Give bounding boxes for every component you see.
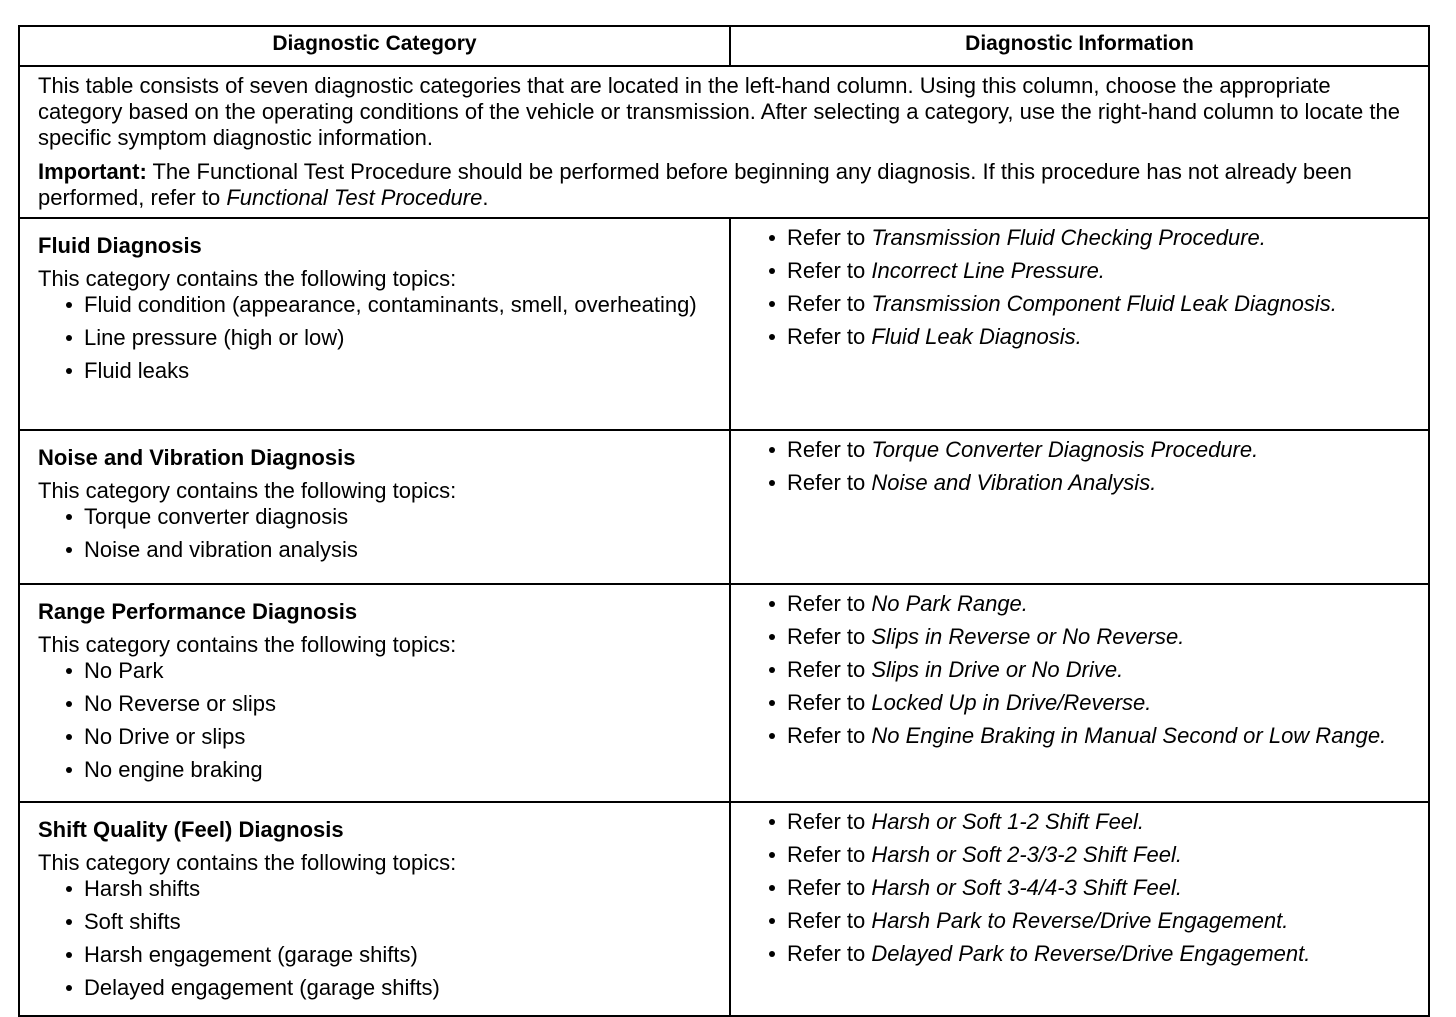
info-cell [730, 430, 1429, 584]
reference-list [767, 591, 1414, 749]
topic-list [64, 658, 715, 783]
reference-list [767, 225, 1414, 350]
reference-list [767, 437, 1414, 496]
reference-item [767, 941, 1414, 967]
topic-list [64, 292, 715, 384]
functional-test-procedure-link[interactable]: Functional Test Procedure [226, 185, 483, 210]
reference-item [767, 809, 1414, 835]
topic-item: Harsh engagement (garage shifts) [64, 942, 715, 968]
refer-prefix: Refer to [787, 657, 872, 682]
important-note [38, 159, 1408, 211]
topic-item: No Drive or slips [64, 724, 715, 750]
refer-prefix: Refer to [787, 690, 872, 715]
refer-prefix: Refer to [787, 941, 872, 966]
topic-item: Fluid condition (appearance, contaminants, smell, overheating) [64, 292, 715, 318]
reference-item [767, 842, 1414, 868]
topic-item: No Reverse or slips [64, 691, 715, 717]
reference-item [767, 324, 1414, 350]
category-cell [19, 802, 730, 1016]
topic-item: Torque converter diagnosis [64, 504, 715, 530]
reference-item [767, 437, 1414, 463]
info-cell [730, 802, 1429, 1016]
reference-link[interactable]: Locked Up in Drive/Reverse. [871, 690, 1152, 715]
category-title: Fluid Diagnosis [38, 233, 202, 258]
category-description: This category contains the following topics: [38, 478, 457, 503]
category-cell [19, 584, 730, 802]
topic-list [64, 504, 715, 563]
reference-link[interactable]: Slips in Drive or No Drive. [871, 657, 1124, 682]
reference-item [767, 258, 1414, 284]
category-row-shift [19, 802, 1429, 1016]
reference-item [767, 591, 1414, 617]
intro-text: This table consists of seven diagnostic categories that are located in the left-hand column. Using this column, choose the appropriate category based on the operating conditions of the vehicle or transmission. After selecting a category, use the right-hand column to locate the specific symptom diagnostic information. [38, 73, 1400, 150]
topic-item: No engine braking [64, 757, 715, 783]
reference-list [767, 809, 1414, 967]
important-label: Important: [38, 159, 147, 184]
intro-row [19, 66, 1429, 218]
diagnostic-table [18, 25, 1430, 1017]
refer-prefix: Refer to [787, 875, 872, 900]
topic-item: No Park [64, 658, 715, 684]
reference-link[interactable]: Fluid Leak Diagnosis. [871, 324, 1082, 349]
reference-link[interactable]: Noise and Vibration Analysis. [871, 470, 1157, 495]
refer-prefix: Refer to [787, 225, 872, 250]
reference-link[interactable]: Harsh or Soft 1-2 Shift Feel. [871, 809, 1145, 834]
refer-prefix: Refer to [787, 842, 872, 867]
category-title: Noise and Vibration Diagnosis [38, 445, 356, 470]
header-row [19, 26, 1429, 66]
reference-link[interactable]: Slips in Reverse or No Reverse. [871, 624, 1185, 649]
category-title: Shift Quality (Feel) Diagnosis [38, 817, 344, 842]
category-row-fluid [19, 218, 1429, 430]
reference-item [767, 657, 1414, 683]
category-description: This category contains the following topics: [38, 266, 457, 291]
refer-prefix: Refer to [787, 291, 872, 316]
reference-link[interactable]: Delayed Park to Reverse/Drive Engagement. [871, 941, 1311, 966]
reference-item [767, 908, 1414, 934]
reference-link[interactable]: Incorrect Line Pressure. [871, 258, 1105, 283]
refer-prefix: Refer to [787, 624, 872, 649]
reference-item [767, 624, 1414, 650]
important-text: The Functional Test Procedure should be performed before beginning any diagnosis. If this procedure has not already been performed, refer to [38, 159, 1352, 210]
reference-link[interactable]: Torque Converter Diagnosis Procedure. [871, 437, 1259, 462]
topic-item: Noise and vibration analysis [64, 537, 715, 563]
category-cell [19, 218, 730, 430]
reference-item [767, 225, 1414, 251]
refer-prefix: Refer to [787, 908, 872, 933]
refer-prefix: Refer to [787, 591, 872, 616]
header-diagnostic-category: Diagnostic Category [19, 26, 730, 66]
category-row-range [19, 584, 1429, 802]
category-row-noise [19, 430, 1429, 584]
header-diagnostic-information: Diagnostic Information [730, 26, 1429, 66]
refer-prefix: Refer to [787, 809, 872, 834]
topic-item: Fluid leaks [64, 358, 715, 384]
reference-item [767, 723, 1414, 749]
reference-link[interactable]: Harsh Park to Reverse/Drive Engagement. [871, 908, 1289, 933]
refer-prefix: Refer to [787, 324, 872, 349]
reference-link[interactable]: Transmission Component Fluid Leak Diagnosis. [871, 291, 1337, 316]
topic-list [64, 876, 715, 1001]
topic-item: Line pressure (high or low) [64, 325, 715, 351]
reference-item [767, 875, 1414, 901]
category-description: This category contains the following topics: [38, 632, 457, 657]
category-description: This category contains the following topics: [38, 850, 457, 875]
reference-link[interactable]: Transmission Fluid Checking Procedure. [871, 225, 1266, 250]
refer-prefix: Refer to [787, 258, 872, 283]
category-cell [19, 430, 730, 584]
reference-item [767, 470, 1414, 496]
refer-prefix: Refer to [787, 723, 872, 748]
important-end: . [482, 185, 489, 210]
refer-prefix: Refer to [787, 437, 872, 462]
reference-item [767, 690, 1414, 716]
reference-link[interactable]: Harsh or Soft 3-4/4-3 Shift Feel. [871, 875, 1182, 900]
intro-cell [19, 66, 1429, 218]
topic-item: Harsh shifts [64, 876, 715, 902]
topic-item: Soft shifts [64, 909, 715, 935]
reference-link[interactable]: No Park Range. [871, 591, 1028, 616]
info-cell [730, 584, 1429, 802]
topic-item: Delayed engagement (garage shifts) [64, 975, 715, 1001]
info-cell [730, 218, 1429, 430]
reference-link[interactable]: Harsh or Soft 2-3/3-2 Shift Feel. [871, 842, 1182, 867]
refer-prefix: Refer to [787, 470, 872, 495]
category-title: Range Performance Diagnosis [38, 599, 358, 624]
reference-item [767, 291, 1414, 317]
reference-link[interactable]: No Engine Braking in Manual Second or Low Range. [871, 723, 1387, 748]
